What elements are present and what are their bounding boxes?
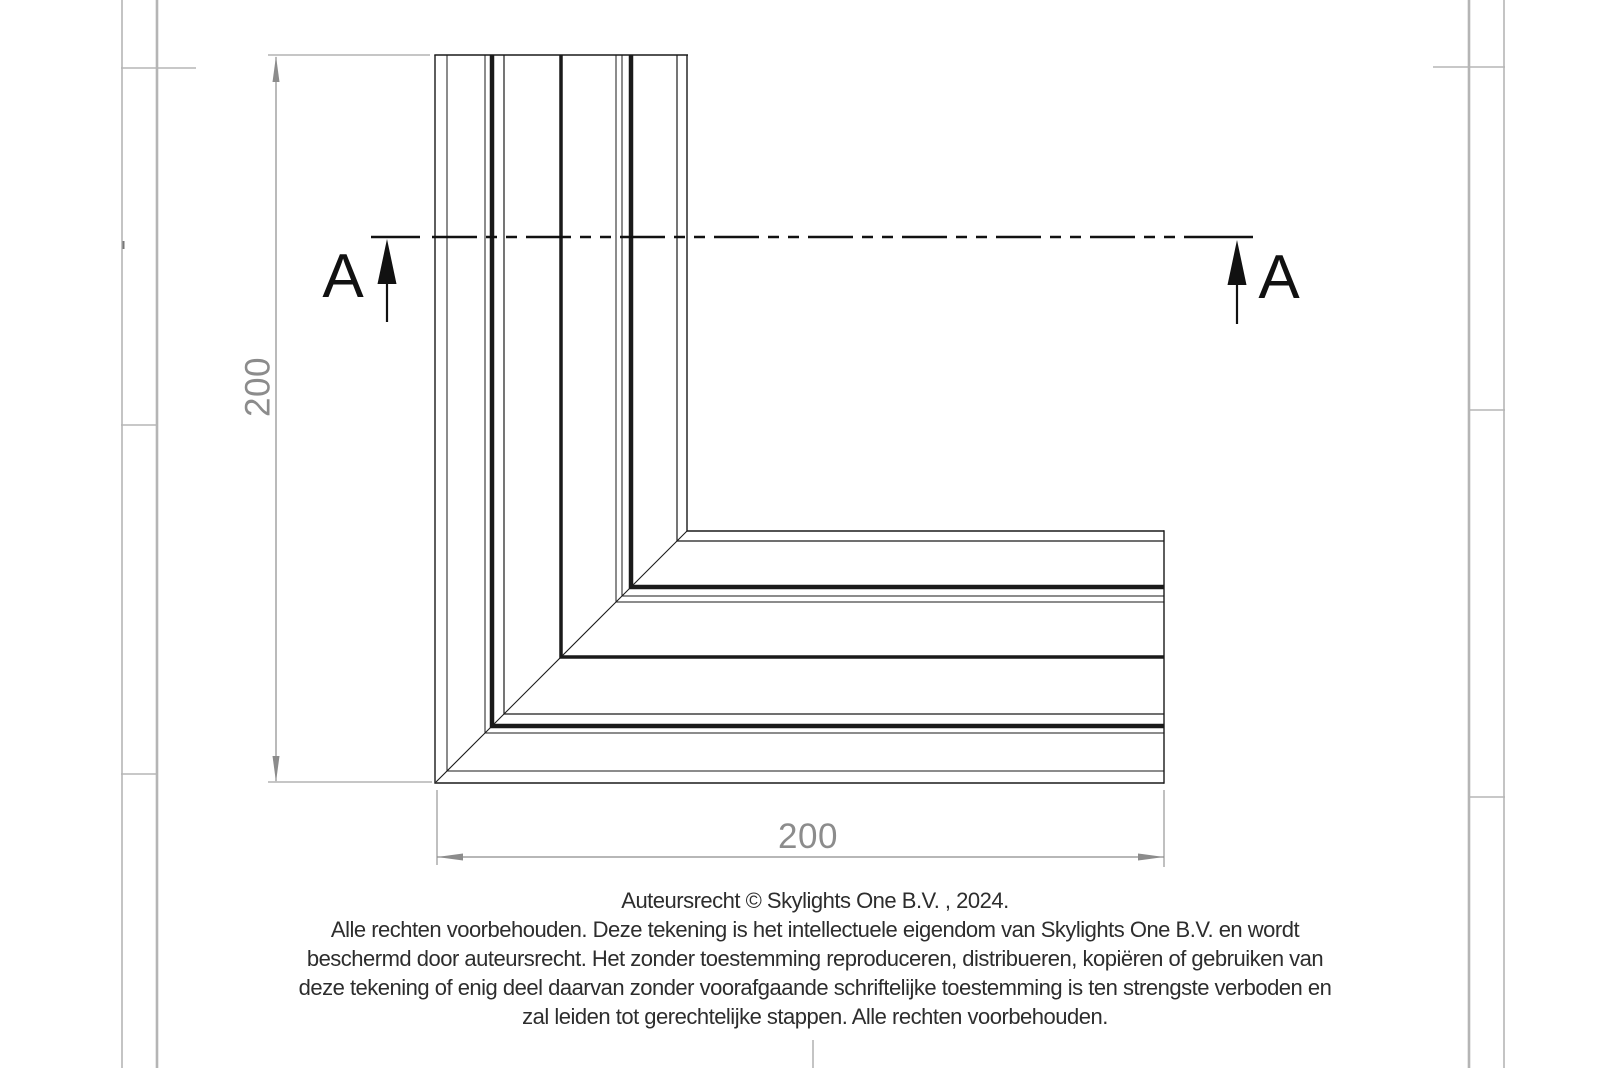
copyright-line: beschermd door auteursrecht. Het zonder toestemming reproduceren, distribueren, kopiëren of gebruiken van bbox=[306, 946, 1324, 971]
dimension-arrow-up-icon bbox=[273, 56, 280, 82]
horizontal-dimension-value: 200 bbox=[778, 817, 838, 856]
vertical-dimension-value: 200 bbox=[238, 357, 278, 417]
copyright-line: Alle rechten voorbehouden. Deze tekening is het intellectuele eigendom van Skylights One B.V. en wordt bbox=[330, 917, 1300, 942]
profile-contour-thick bbox=[631, 55, 1164, 587]
profile-contour-inner-edge bbox=[687, 55, 1164, 531]
copyright-line: deze tekening of enig deel daarvan zonder voorafgaande schriftelijke toestemming is ten strengste verboden en bbox=[298, 975, 1332, 1000]
dimension-arrow-right-icon bbox=[1138, 854, 1164, 861]
copyright-line: Auteursrecht © Skylights One B.V. , 2024. bbox=[621, 888, 1009, 913]
section-arrow-left-icon bbox=[378, 239, 397, 284]
section-arrow-right-icon bbox=[1228, 240, 1247, 285]
dimension-arrow-left-icon bbox=[437, 854, 463, 861]
section-line-AA bbox=[371, 237, 1253, 324]
dimension-arrow-down-icon bbox=[273, 756, 280, 782]
copyright-line: zal leiden tot gerechtelijke stappen. Alle rechten voorbehouden. bbox=[522, 1004, 1108, 1029]
profile-contour bbox=[616, 55, 1164, 602]
dimension-annotations bbox=[268, 55, 1164, 867]
copyright-notice bbox=[30, 886, 1600, 1031]
section-label-left: A bbox=[322, 242, 364, 311]
corner-profile-drawing bbox=[434, 55, 1164, 784]
profile-contour bbox=[622, 55, 1164, 596]
profile-contour bbox=[677, 55, 1164, 541]
section-label-right: A bbox=[1258, 243, 1300, 312]
